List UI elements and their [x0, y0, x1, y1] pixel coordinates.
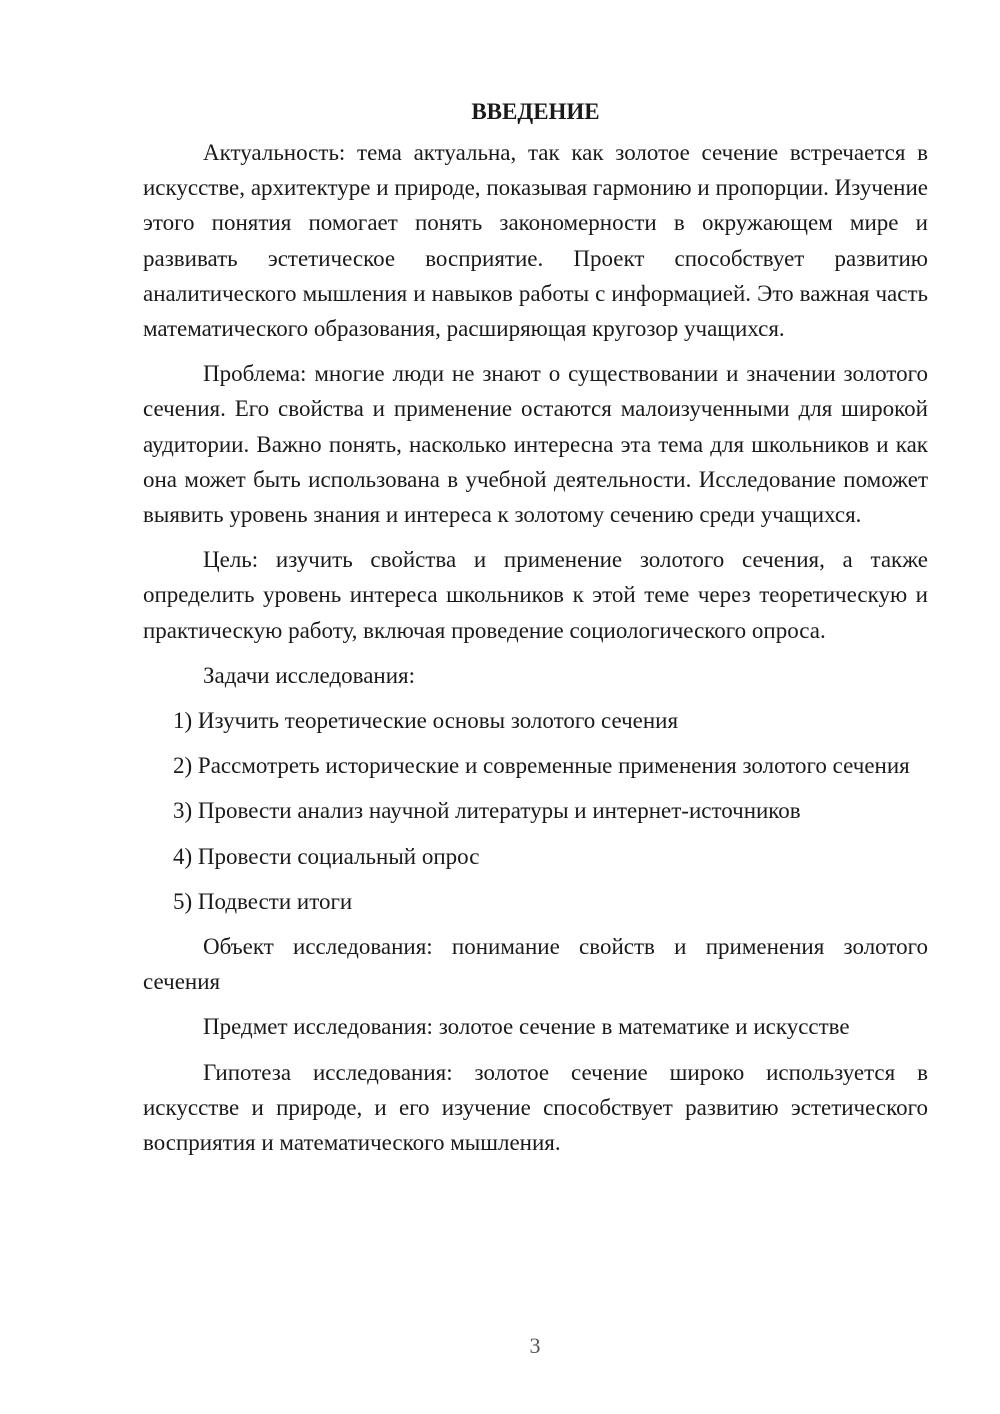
task-item-2: 2) Рассмотреть исторические и современные применения золотого сечения: [173, 753, 910, 779]
task-item-4: 4) Провести социальный опрос: [173, 843, 480, 869]
page-title: ВВЕДЕНИЕ: [471, 99, 600, 124]
tasks-heading: Задачи исследования:: [203, 662, 416, 688]
page-content: [143, 94, 928, 1170]
task-item-5: 5) Подвести итоги: [173, 888, 353, 914]
hypothesis-paragraph: Гипотеза исследования: золотое сечение широко используется в искусстве и природе, и его изучение способствует развитию эстетического восприятия и математического мышления.: [143, 1059, 928, 1156]
task-item-1: 1) Изучить теоретические основы золотого сечения: [173, 708, 679, 734]
goal-paragraph: Цель: изучить свойства и применение золотого сечения, а также определить уровень интереса школьников к этой теме через теоретическую и практическую работу, включая проведение социологического опроса.: [143, 547, 928, 643]
page-number: 3: [529, 1333, 541, 1358]
relevance-paragraph: Актуальность: тема актуальна, так как золотое сечение встречается в искусстве, архитектуре и природе, показывая гармонию и пропорции. Изучение этого понятия помогает понять закономерности в окружающем мире и развивать эстетическое восприятие. Проект способствует развитию аналитического мышления и навыков работы с информацией. Это важная часть математического образования, расширяющая кругозор учащихся.: [143, 140, 928, 342]
subject-paragraph: Предмет исследования: золотое сечение в математике и искусстве: [203, 1014, 850, 1040]
task-item-3: 3) Провести анализ научной литературы и интернет-источников: [173, 798, 801, 824]
object-paragraph: Объект исследования: понимание свойств и применения золотого сечения: [143, 934, 928, 995]
problem-paragraph: Проблема: многие люди не знают о существовании и значении золотого сечения. Его свойства и применение остаются малоизученными для широкой аудитории. Важно понять, насколько интересна эта тема для школьников и как она может быть использована в учебной деятельности. Исследование поможет выявить уровень знания и интереса к золотому сечению среди учащихся.: [143, 361, 928, 528]
